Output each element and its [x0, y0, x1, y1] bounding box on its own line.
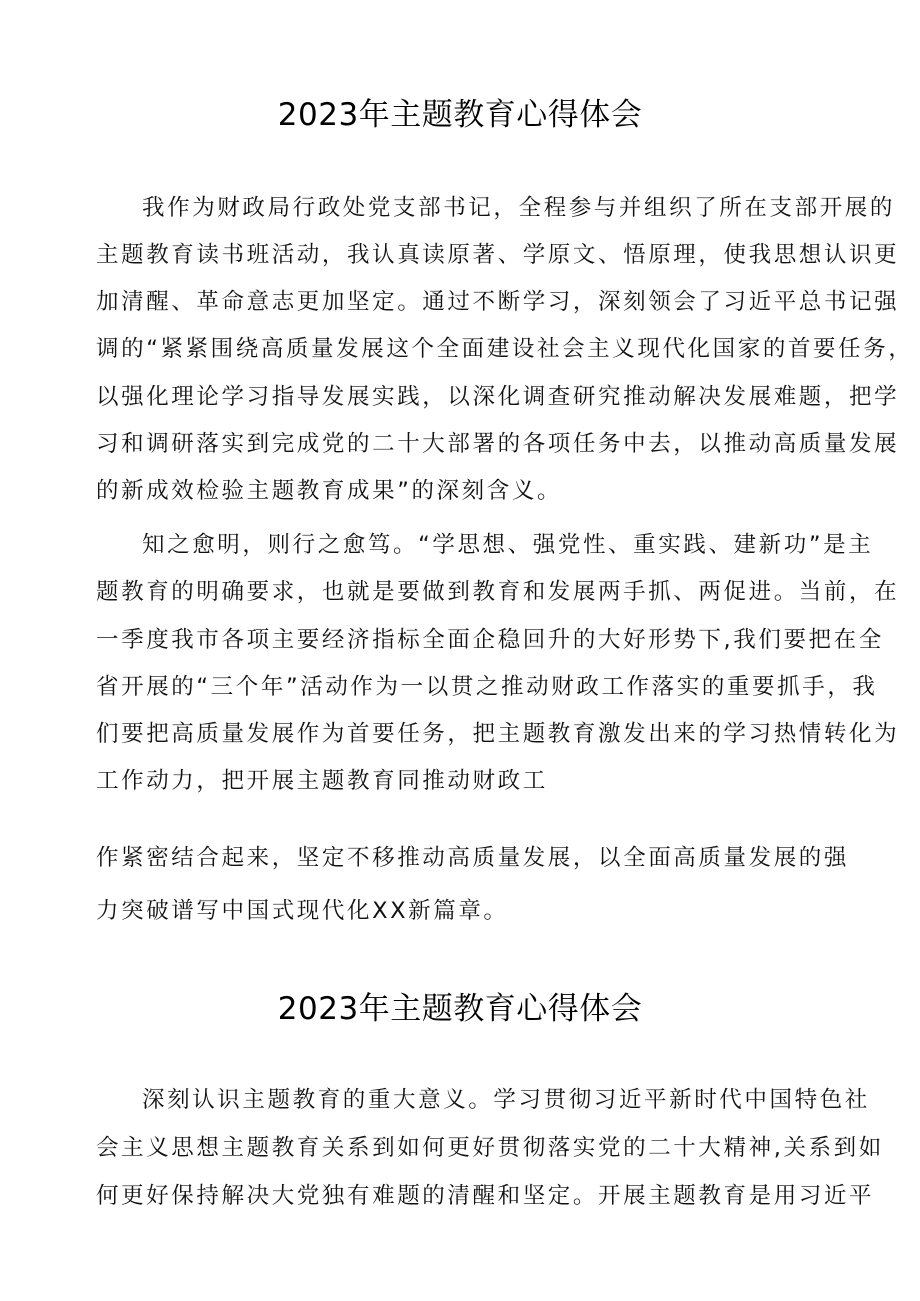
paragraph-line: 作紧密结合起来，坚定不移推动高质量发展，以全面高质量发展的强	[96, 845, 850, 871]
paragraph-line: 以强化理论学习指导发展实践，以深化调查研究推动解决发展难题，把学	[96, 384, 900, 410]
paragraph-line: 知之愈明，则行之愈笃。“学思想、强党性、重实践、建新功”是主	[142, 532, 874, 558]
paragraph-line: 加清醒、革命意志更加坚定。通过不断学习，深刻领会了习近平总书记强	[96, 289, 900, 315]
paragraph-line: 调的“紧紧围绕高质量发展这个全面建设社会主义现代化国家的首要任务，	[96, 336, 914, 362]
paragraph-line: 们要把高质量发展作为首要任务，把主题教育激发出来的学习热情转化为	[96, 721, 900, 747]
paragraph-line: 一季度我市各项主要经济指标全面企稳回升的大好形势下,我们要把在全	[96, 627, 884, 653]
paragraph-line: 省开展的“三个年”活动作为一以贯之推动财政工作落实的重要抓手，我	[96, 674, 878, 700]
paragraph-line: 主题教育读书班活动，我认真读原著、学原文、悟原理，使我思想认识更	[96, 242, 900, 268]
paragraph-line: 我作为财政局行政处党支部书记，全程参与并组织了所在支部开展的	[142, 195, 896, 221]
paragraph-line: 工作动力，把开展主题教育同推动财政工	[96, 768, 548, 794]
paragraph-line: 题教育的明确要求，也就是要做到教育和发展两手抓、两促进。当前，在	[96, 579, 900, 605]
document-title: 2023年主题教育心得体会	[277, 97, 643, 133]
paragraph-line: 习和调研落实到完成党的二十大部署的各项任务中去，以推动高质量发展	[96, 431, 900, 457]
paragraph-line: 会主义思想主题教育关系到如何更好贯彻落实党的二十大精神,关系到如	[96, 1135, 884, 1161]
document-title: 2023年主题教育心得体会	[277, 991, 643, 1027]
paragraph-line: 深刻认识主题教育的重大意义。学习贯彻习近平新时代中国特色社	[142, 1087, 870, 1113]
paragraph-line: 的新成效检验主题教育成果”的深刻含义。	[96, 478, 563, 504]
paragraph-line: 何更好保持解决大党独有难题的清醒和坚定。开展主题教育是用习近平	[96, 1183, 875, 1209]
paragraph-line: 力突破谱写中国式现代化XX新篇章。	[96, 898, 509, 924]
